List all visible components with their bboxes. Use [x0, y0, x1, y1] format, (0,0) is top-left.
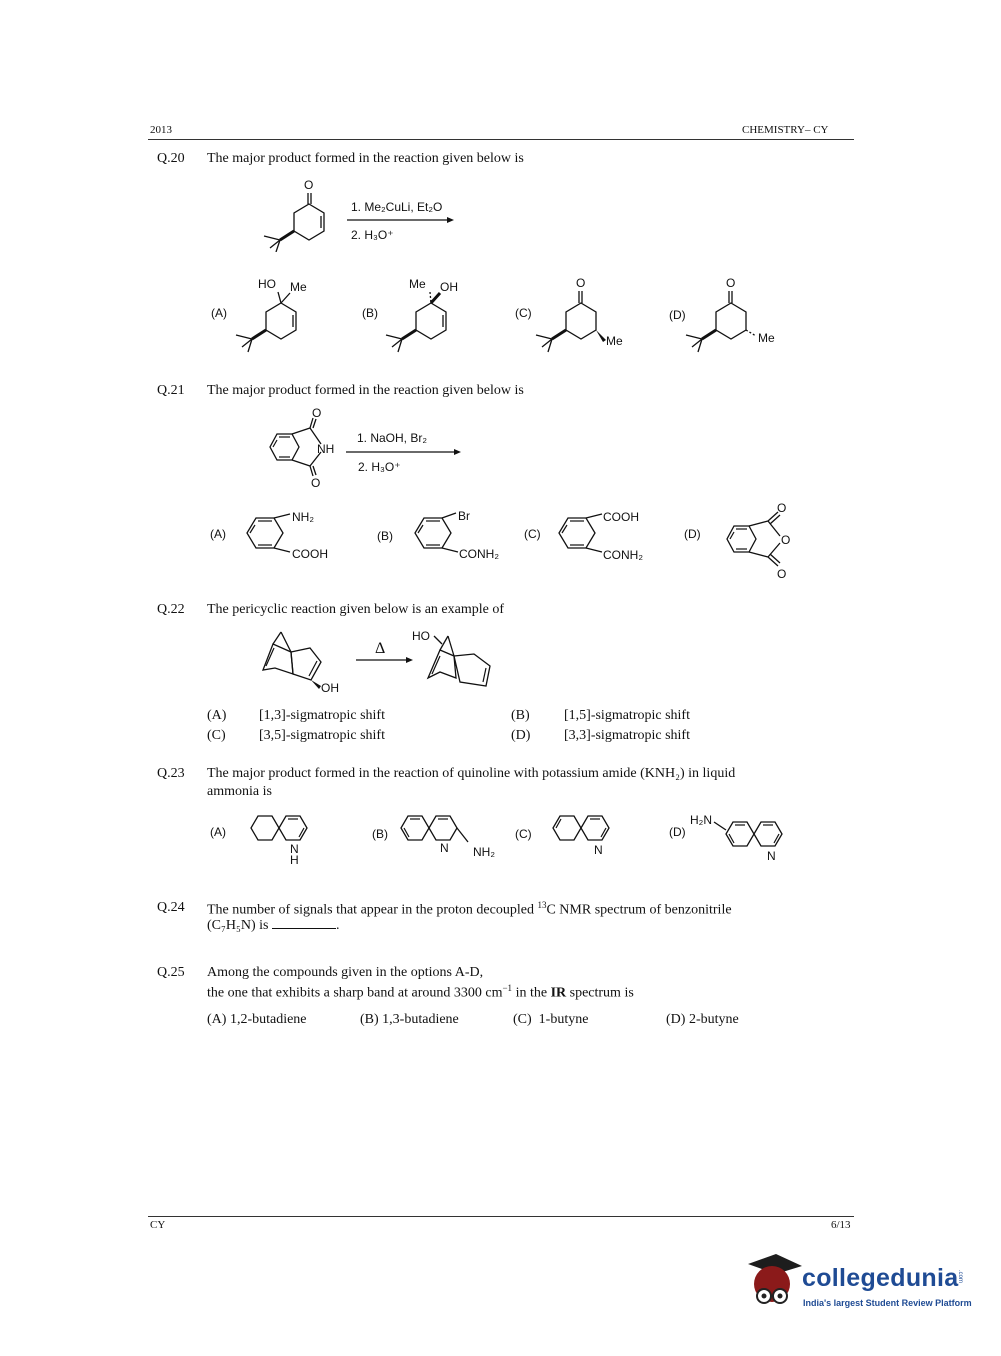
q23-d-n: N	[767, 849, 776, 863]
header-year: 2013	[150, 124, 172, 136]
q21-d-o1: O	[777, 501, 787, 515]
q25-text-part-c: spectrum is	[566, 985, 634, 1001]
header-subject: CHEMISTRY– CY	[742, 124, 829, 136]
q21-a-cooh: COOH	[292, 547, 328, 561]
q21-option-a-structure	[240, 506, 340, 562]
q21-arrow	[346, 447, 466, 457]
q23-option-b-structure	[394, 808, 514, 864]
q22-oh: OH	[321, 681, 339, 695]
q20-option-c-structure	[530, 270, 630, 360]
q25-option-a-key[interactable]: (A)	[207, 1012, 227, 1027]
q21-r-nh: NH	[317, 442, 335, 456]
q21-option-c-structure	[552, 506, 662, 562]
q23-c-n: N	[594, 843, 603, 857]
q21-b-br: Br	[458, 509, 470, 523]
q25-option-b-text[interactable]: 1,3-butadiene	[382, 1012, 459, 1027]
q21-option-d-label[interactable]: (D)	[684, 527, 701, 541]
q21-option-a-label[interactable]: (A)	[210, 527, 226, 541]
q22-option-b-key[interactable]: (B)	[511, 708, 530, 723]
q20-text: The major product formed in the reaction given below is	[207, 151, 524, 166]
q20-option-a-label[interactable]: (A)	[211, 306, 227, 320]
q24-text-line2	[207, 918, 339, 934]
q23-option-d-label[interactable]: (D)	[669, 825, 686, 839]
q22-reactant	[255, 628, 355, 696]
q21-number: Q.21	[157, 383, 185, 398]
q25-text-bold: IR	[550, 985, 567, 1001]
q20-c-me: Me	[606, 334, 623, 348]
header-rule	[148, 139, 854, 140]
q23-d-h2n: H₂N	[690, 813, 712, 827]
q23-option-c-label[interactable]: (C)	[515, 827, 532, 841]
footer-rule	[148, 1216, 854, 1217]
q21-b-conh2: CONH₂	[459, 547, 499, 561]
q20-step1: 1. Me₂CuLi, Et₂O	[351, 200, 443, 214]
q23-option-c-structure	[546, 808, 626, 864]
footer-page: 6/13	[831, 1219, 851, 1231]
q20-option-c-label[interactable]: (C)	[515, 306, 532, 320]
q25-text-part-b: in the	[512, 985, 551, 1001]
q25-number: Q.25	[157, 965, 185, 980]
q21-d-o-ring: O	[781, 533, 791, 547]
q24-number: Q.24	[157, 900, 185, 915]
q23-text-line1: The major product formed in the reaction of quinoline with potassium amide (KNH₂) in liquid	[207, 766, 736, 781]
q20-b-me: Me	[409, 277, 426, 291]
q25-option-a-text[interactable]: 1,2-butadiene	[229, 1012, 307, 1027]
q24-answer-blank[interactable]	[272, 918, 336, 929]
q25-text-part-a: the one that exhibits a sharp band at around 3300 cm	[207, 985, 503, 1001]
q23-b-n: N	[440, 841, 449, 855]
q21-option-c-label[interactable]: (C)	[524, 527, 541, 541]
q22-option-c-key[interactable]: (C)	[207, 728, 226, 743]
q25-text-line1: Among the compounds given in the options A-D,	[207, 965, 484, 980]
q23-option-d-structure	[688, 810, 798, 866]
logo-tagline: India's largest Student Review Platform	[803, 1298, 972, 1308]
q25-option-d-key[interactable]: (D)	[666, 1012, 686, 1027]
q21-option-b-label[interactable]: (B)	[377, 529, 393, 543]
q20-number: Q.20	[157, 151, 185, 166]
q22-product	[410, 626, 500, 694]
q24-text-line2-main: (C₇H₅N) is	[207, 918, 269, 933]
q21-r-o2: O	[311, 476, 321, 490]
q20-b-oh: OH	[440, 280, 458, 294]
q24-text-sup: 13	[537, 900, 547, 910]
q21-option-b-structure	[408, 506, 518, 562]
q22-option-c-text[interactable]: [3,5]-sigmatropic shift	[259, 728, 385, 743]
q22-option-a-text[interactable]: [1,3]-sigmatropic shift	[259, 708, 385, 723]
q22-option-d-text[interactable]: [3,3]-sigmatropic shift	[564, 728, 690, 743]
q25-option-b[interactable]	[360, 1012, 459, 1028]
q20-d-me: Me	[758, 331, 775, 345]
logo-name: collegedunia	[802, 1264, 959, 1292]
q20-c-o: O	[576, 276, 586, 290]
q21-c-cooh: COOH	[603, 510, 639, 524]
q23-option-a-label[interactable]: (A)	[210, 825, 226, 839]
q20-option-a-structure	[228, 274, 318, 364]
q20-a-me: Me	[290, 280, 307, 294]
q20-option-b-structure	[378, 274, 468, 364]
q21-option-d-structure	[718, 498, 808, 582]
q21-d-o2: O	[777, 567, 787, 581]
q22-delta: Δ	[375, 640, 386, 657]
q20-d-o: O	[726, 276, 736, 290]
q20-step2: 2. H₃O⁺	[351, 228, 394, 242]
q21-r-o1: O	[312, 406, 322, 420]
q22-option-d-key[interactable]: (D)	[511, 728, 531, 743]
collegedunia-mascot-icon	[742, 1250, 804, 1312]
q23-a-n: N	[290, 842, 299, 856]
q25-option-d[interactable]	[666, 1012, 739, 1028]
q25-option-b-key[interactable]: (B)	[360, 1012, 379, 1027]
q22-ho: HO	[412, 629, 430, 643]
q22-text: The pericyclic reaction given below is an example of	[207, 602, 504, 617]
q20-arrow	[347, 215, 457, 225]
q22-arrow	[356, 655, 416, 665]
q20-a-ho: HO	[258, 277, 276, 291]
q22-option-a-key[interactable]: (A)	[207, 708, 227, 723]
q23-option-a-structure	[244, 808, 324, 870]
logo-dotcom: .com	[957, 1270, 963, 1284]
q24-text-end: .	[335, 918, 340, 933]
q21-c-conh2: CONH₂	[603, 548, 643, 562]
q20-option-d-structure	[680, 270, 780, 360]
q24-text-line1	[207, 900, 732, 919]
q24-text-part-a: The number of signals that appear in the proton decoupled	[207, 902, 538, 918]
q22-number: Q.22	[157, 602, 185, 617]
q25-text-sup: −1	[502, 983, 513, 993]
q25-option-d-text[interactable]: 2-butyne	[688, 1012, 739, 1027]
q21-a-nh2: NH₂	[292, 510, 314, 524]
q22-option-b-text[interactable]: [1,5]-sigmatropic shift	[564, 708, 690, 723]
q21-text: The major product formed in the reaction given below is	[207, 383, 524, 398]
q20-option-b-label[interactable]: (B)	[362, 306, 378, 320]
q23-option-b-label[interactable]: (B)	[372, 827, 388, 841]
q25-option-a[interactable]	[207, 1012, 307, 1028]
q25-option-c-text[interactable]: 1-butyne	[538, 1012, 589, 1027]
footer-code: CY	[150, 1219, 166, 1231]
q25-option-c-key[interactable]: (C)	[513, 1012, 532, 1027]
q20-option-d-label[interactable]: (D)	[669, 308, 686, 322]
q21-step2: 2. H₃O⁺	[358, 460, 401, 474]
q23-text-line2: ammonia is	[207, 784, 272, 799]
q21-step1: 1. NaOH, Br₂	[357, 431, 428, 445]
q25-text-line2	[207, 983, 634, 1002]
q23-a-h: H	[290, 853, 299, 867]
q23-b-nh2: NH₂	[473, 845, 495, 859]
q24-text-part-b: C NMR spectrum of benzonitrile	[546, 902, 732, 918]
q21-reactant-phthalimide	[255, 406, 350, 491]
q23-number: Q.23	[157, 766, 185, 781]
q25-option-c[interactable]	[513, 1012, 588, 1028]
q20-o-label: O	[304, 178, 314, 192]
